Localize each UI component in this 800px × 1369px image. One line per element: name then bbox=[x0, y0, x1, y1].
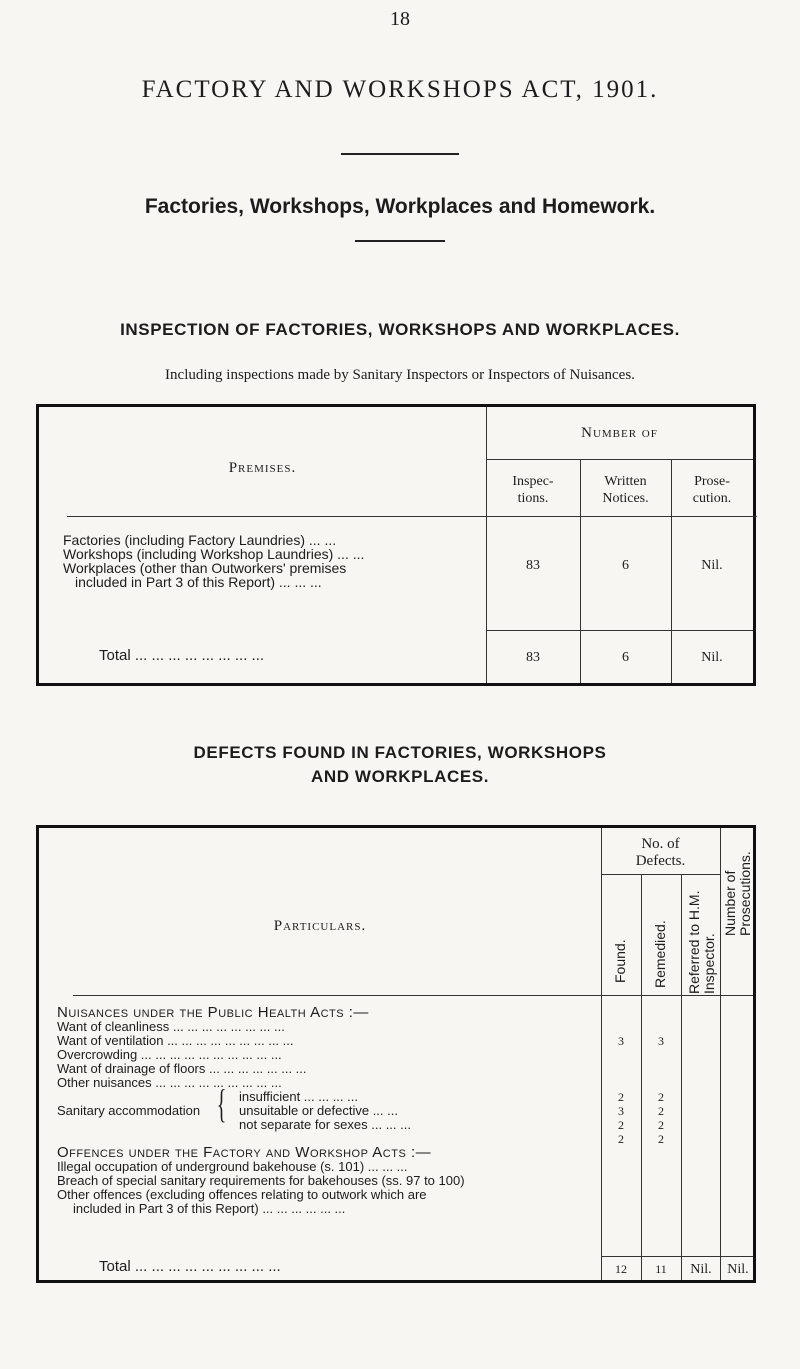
nuisance-row: Want of drainage of floors ... ... ... ... ... ... ... bbox=[57, 1061, 307, 1076]
header-written-notices bbox=[580, 473, 671, 507]
inspection-table bbox=[36, 404, 756, 686]
defects-table bbox=[36, 825, 756, 1283]
row-divider bbox=[73, 995, 753, 996]
sanitary-row: unsuitable or defective ... ... bbox=[239, 1103, 398, 1118]
total-found: 12 bbox=[615, 1262, 627, 1276]
premises-line: Workshops (including Workshop Laundries) ... ... bbox=[63, 546, 365, 562]
header-referred-line: Referred to bbox=[686, 923, 702, 994]
row-divider bbox=[601, 1256, 753, 1257]
row-divider bbox=[486, 630, 753, 631]
column-divider bbox=[601, 828, 602, 1280]
nuisance-row: Overcrowding ... ... ... ... ... ... ... ... ... ... bbox=[57, 1047, 282, 1062]
remedied-value: 2 bbox=[658, 1090, 664, 1104]
remedied-value: 2 bbox=[658, 1104, 664, 1118]
offence-row: Illegal occupation of underground bakehouse (s. 101) ... ... ... bbox=[57, 1159, 408, 1174]
found-value: 3 bbox=[618, 1104, 624, 1118]
sanitary-row: not separate for sexes ... ... ... bbox=[239, 1117, 411, 1132]
row-divider bbox=[67, 516, 757, 517]
header-notices-line: Written bbox=[604, 474, 647, 489]
column-divider bbox=[681, 874, 682, 1280]
found-value: 2 bbox=[618, 1118, 624, 1132]
total-label: Total ... ... ... ... ... ... ... ... ... bbox=[99, 1258, 281, 1275]
inspections-value: 83 bbox=[526, 558, 540, 573]
found-value: 2 bbox=[618, 1132, 624, 1146]
main-title: Factories, Workshops, Workplaces and Homework. bbox=[144, 195, 656, 218]
header-prosecution bbox=[671, 473, 753, 507]
inspection-subtitle: Including inspections made by Sanitary Inspectors or Inspectors of Nuisances. bbox=[165, 367, 635, 383]
defects-title-line2: AND WORKPLACES. bbox=[310, 767, 490, 786]
defects-title: DEFECTS FOUND IN FACTORIES, WORKSHOPS bbox=[193, 743, 607, 762]
offence-row: Other offences (excluding offences relating to outwork which are bbox=[57, 1187, 427, 1202]
page-number: 18 bbox=[390, 8, 410, 30]
header-no-of-defects bbox=[601, 836, 720, 870]
remedied-value: 2 bbox=[658, 1118, 664, 1132]
found-value: 3 bbox=[618, 1034, 624, 1048]
nuisance-row: Other nuisances ... ... ... ... ... ... ... ... ... bbox=[57, 1075, 282, 1090]
total-inspections: 83 bbox=[526, 650, 540, 665]
act-title: FACTORY AND WORKSHOPS ACT, 1901. bbox=[141, 76, 659, 103]
nuisance-row: Want of cleanliness ... ... ... ... ... ... ... ... bbox=[57, 1019, 285, 1034]
total-notices: 6 bbox=[622, 650, 629, 665]
nuisance-row: Want of ventilation ... ... ... ... ... ... ... ... ... bbox=[57, 1033, 294, 1048]
offence-row: Breach of special sanitary requirements for bakehouses (ss. 97 to 100) bbox=[57, 1173, 465, 1188]
divider-rule bbox=[355, 240, 445, 242]
header-premises: Premises. bbox=[228, 460, 297, 476]
header-no-of-defects-line: Defects. bbox=[635, 853, 686, 869]
column-divider bbox=[486, 407, 487, 683]
row-divider bbox=[486, 459, 753, 460]
nuisances-heading: Nuisances under the Public Health Acts :— bbox=[57, 1004, 369, 1021]
total-prosecutions: Nil. bbox=[727, 1262, 749, 1277]
remedied-value: 2 bbox=[658, 1132, 664, 1146]
header-prosecution-line: Prose- bbox=[694, 474, 730, 489]
sanitary-row: insufficient ... ... ... ... bbox=[239, 1089, 358, 1104]
header-number-of: Number of bbox=[581, 425, 658, 441]
header-inspections-line: tions. bbox=[517, 491, 549, 506]
premises-line: Factories (including Factory Laundries) ... ... bbox=[63, 532, 337, 548]
header-prosecutions-line: Prosecutions. bbox=[737, 851, 753, 936]
notices-value: 6 bbox=[622, 558, 629, 573]
header-inspections-line: Inspec- bbox=[512, 474, 554, 489]
header-prosecutions-line: Number of bbox=[722, 870, 738, 936]
header-no-of-defects-line: No. of bbox=[641, 836, 680, 852]
header-inspections bbox=[486, 473, 580, 507]
header-notices-line: Notices. bbox=[602, 491, 649, 506]
remedied-value: 3 bbox=[658, 1034, 664, 1048]
header-prosecutions bbox=[723, 836, 753, 936]
total-referred: Nil. bbox=[690, 1262, 712, 1277]
header-prosecution-line: cution. bbox=[692, 491, 732, 506]
found-value: 2 bbox=[618, 1090, 624, 1104]
total-label: Total ... ... ... ... ... ... ... ... bbox=[99, 647, 265, 664]
brace-symbol: { bbox=[216, 1081, 227, 1126]
divider-rule bbox=[341, 153, 459, 155]
prosecution-value: Nil. bbox=[701, 558, 723, 573]
premises-line: included in Part 3 of this Report) ... ... ... bbox=[75, 574, 322, 590]
column-divider bbox=[641, 874, 642, 1280]
header-found: Found. bbox=[612, 939, 628, 983]
column-divider bbox=[720, 828, 721, 1280]
row-divider bbox=[601, 874, 720, 875]
header-referred-line: H.M. Inspector. bbox=[686, 890, 717, 994]
sanitary-label: Sanitary accommodation bbox=[57, 1103, 201, 1118]
total-prosecution: Nil. bbox=[701, 650, 723, 665]
offence-row: included in Part 3 of this Report) ... ... ... ... ... ... bbox=[73, 1201, 346, 1216]
header-particulars: Particulars. bbox=[273, 918, 367, 934]
premises-line: Workplaces (other than Outworkers' premises bbox=[63, 560, 347, 576]
header-referred bbox=[687, 884, 717, 994]
header-remedied: Remedied. bbox=[652, 920, 668, 988]
inspection-title: INSPECTION OF FACTORIES, WORKSHOPS AND WORKPLACES. bbox=[120, 320, 680, 339]
total-remedied: 11 bbox=[655, 1262, 667, 1276]
offences-heading: Offences under the Factory and Workshop Acts :— bbox=[57, 1144, 432, 1161]
